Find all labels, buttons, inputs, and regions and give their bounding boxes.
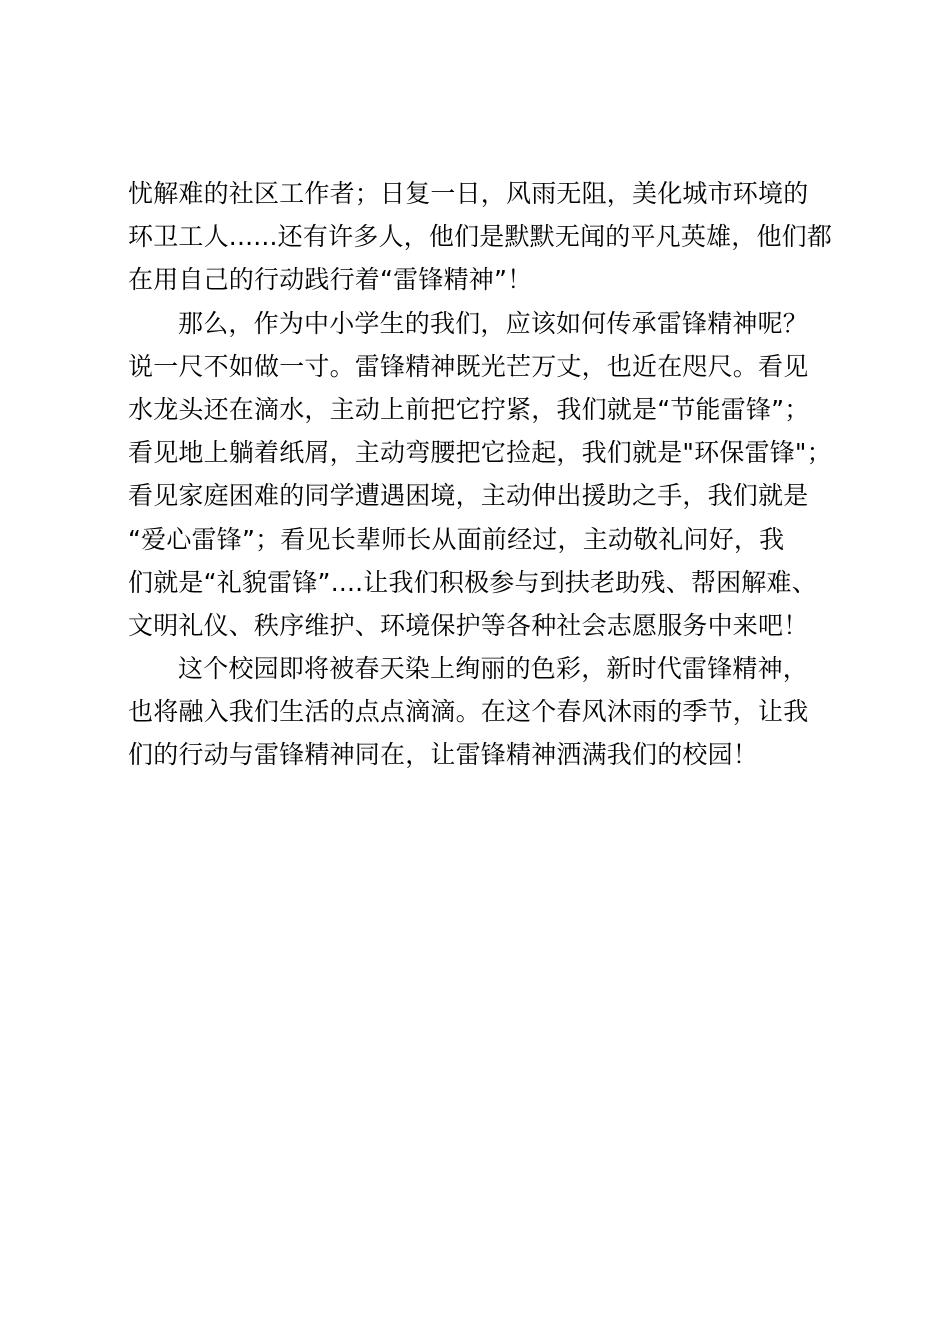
paragraph-3-line-1: 这个校园即将被春天染上绚丽的色彩，新时代雷锋精神，: [178, 654, 809, 684]
paragraph-3-line-2: 也将融入我们生活的点点滴滴。在这个春风沐雨的季节，让我: [128, 697, 809, 727]
paragraph-2-line-5: 看见家庭困难的同学遭遇困境，主动伸出援助之手，我们就是: [128, 481, 809, 511]
paragraph-2-line-7: 们就是“礼貌雷锋”....让我们积极参与到扶老助残、帮困解难、: [128, 567, 817, 597]
paragraph-1-line-1: 忧解难的社区工作者；日复一日，风雨无阻，美化城市环境的: [128, 179, 809, 208]
paragraph-2-line-2: 说一尺不如做一寸。雷锋精神既光芒万丈，也近在咫尺。看见: [128, 351, 809, 381]
paragraph-1-line-2: 环卫工人......还有许多人，他们是默默无闻的平凡英雄，他们都: [128, 222, 833, 252]
document-body: [128, 172, 848, 777]
paragraph-2-line-1: 那么，作为中小学生的我们，应该如何传承雷锋精神呢？: [178, 308, 809, 338]
paragraph-3-line-3: 们的行动与雷锋精神同在，让雷锋精神洒满我们的校园！: [128, 740, 759, 770]
paragraph-2-line-4: 看见地上躺着纸屑，主动弯腰把它捡起，我们就是"环保雷锋"；: [128, 438, 832, 468]
paragraph-2-line-8: 文明礼仪、秩序维护、环境保护等各种社会志愿服务中来吧！: [128, 610, 809, 640]
paragraph-2-line-3: 水龙头还在滴水，主动上前把它拧紧，我们就是“节能雷锋”；: [128, 394, 810, 424]
paragraph-2-line-6: “爱心雷锋”；看见长辈师长从面前经过，主动敬礼问好，我: [128, 524, 785, 554]
paragraph-1-line-3: 在用自己的行动践行着“雷锋精神”！: [128, 265, 533, 295]
